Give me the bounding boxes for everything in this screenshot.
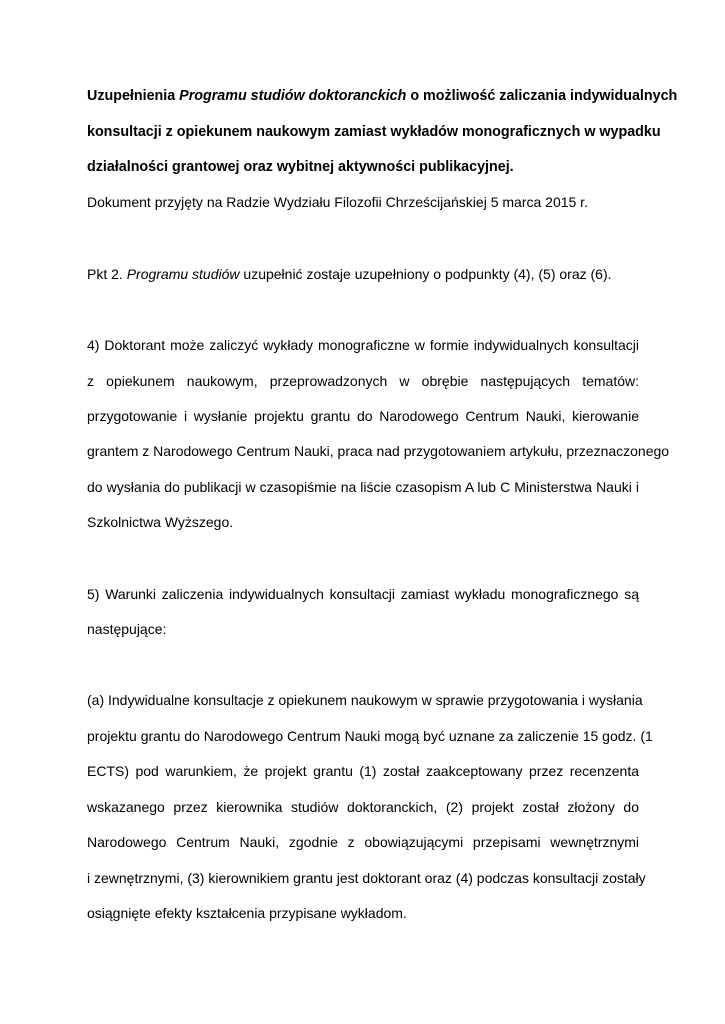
point5a-line-2: projektu grantu do Narodowego Centrum Nauki mogą być uznane za zaliczenie 15 godz. (1: [87, 728, 653, 744]
document-title-line-2: konsultacji z opiekunem naukowym zamiast wykładów monograficznych w wypadku: [87, 124, 661, 140]
intro-text: uzupełnić zostaje uzupełniony o podpunkty (4), (5) oraz (6).: [239, 266, 612, 282]
point4-line-2: z opiekunem naukowym, przeprowadzonych w obrębie następujących tematów:: [87, 373, 639, 389]
title-text: o możliwość zaliczania indywidualnych: [406, 88, 678, 104]
point5a-line-4: wskazanego przez kierownika studiów doktoranckich, (2) projekt został złożony do: [87, 799, 639, 815]
title-text: Uzupełnienia: [87, 88, 180, 104]
document-title-line-3: działalności grantowej oraz wybitnej aktywności publikacyjnej.: [87, 159, 514, 175]
point5a-line-1: (a) Indywidualne konsultacje z opiekunem naukowym w sprawie przygotowania i wysłania: [87, 692, 643, 708]
intro-italic-text: Programu studiów: [126, 266, 240, 282]
point5a-line-5: Narodowego Centrum Nauki, zgodnie z obowiązującymi przepisami wewnętrznymi: [87, 834, 639, 850]
adoption-note: Dokument przyjęty na Radzie Wydziału Filozofii Chrześcijańskiej 5 marca 2015 r.: [87, 194, 588, 210]
point5a-line-3: ECTS) pod warunkiem, że projekt grantu (1) został zaakceptowany przez recenzenta: [87, 763, 639, 779]
intro-paragraph: [87, 264, 639, 284]
intro-text: Pkt 2.: [87, 266, 127, 282]
point5a-line-7: osiągnięte efekty kształcenia przypisane wykładom.: [87, 905, 407, 921]
point5-line-1: 5) Warunki zaliczenia indywidualnych konsultacji zamiast wykładu monograficznego są: [87, 586, 639, 602]
document-title-line-1: [87, 86, 678, 106]
document-page: [87, 0, 678, 1024]
point4-line-5: do wysłania do publikacji w czasopiśmie na liście czasopism A lub C Ministerstwa Nauki i: [87, 479, 639, 495]
point4-line-6: Szkolnictwa Wyższego.: [87, 514, 234, 530]
point4-line-4: grantem z Narodowego Centrum Nauki, praca nad przygotowaniem artykułu, przeznaczonego: [87, 443, 670, 459]
point5a-line-6: i zewnętrznymi, (3) kierownikiem grantu jest doktorant oraz (4) podczas konsultacji zostały: [87, 870, 646, 886]
point5-line-2: następujące:: [87, 621, 167, 637]
point4-line-3: przygotowanie i wysłanie projektu grantu do Narodowego Centrum Nauki, kierowanie: [87, 408, 639, 424]
point4-line-1: 4) Doktorant może zaliczyć wykłady monograficzne w formie indywidualnych konsultacji: [87, 337, 639, 353]
title-italic-text: Programu studiów doktoranckich: [179, 88, 407, 104]
